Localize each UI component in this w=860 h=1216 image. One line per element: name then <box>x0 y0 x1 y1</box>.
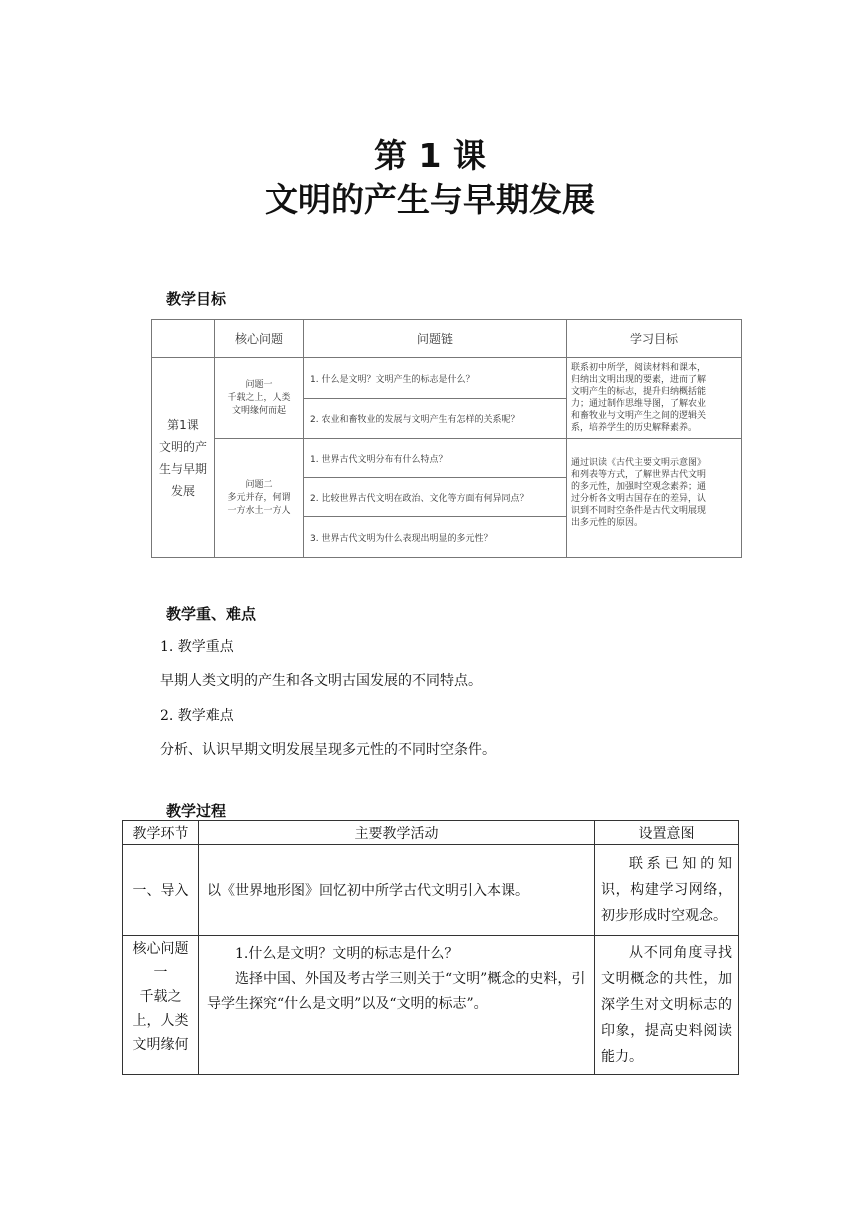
header-stage: 教学环节 <box>123 821 199 845</box>
intent-core-question-1: 从不同角度寻找文明概念的共性，加深学生对文明标志的印象，提高史料阅读能力。 <box>595 936 739 1075</box>
header-activity: 主要教学活动 <box>199 821 595 845</box>
core-question-2: 问题二 多元并存，何谓 一方水土一方人 <box>215 439 304 558</box>
key-points-heading: 教学重、难点 <box>166 605 257 623</box>
difficulty-text: 分析、认识早期文明发展呈现多元性的不同时空条件。 <box>160 742 496 758</box>
activity-question: 1.什么是文明？文明的标志是什么？ <box>235 946 459 962</box>
activity-core-question-1 <box>199 936 595 1075</box>
goal-q2: 通过识读《古代主要文明示意图》 和列表等方式，了解世界古代文明 的多元性，加强时空观念素养；通 过分析各文明古国存在的差异，认 识到不同时空条件是古代文明展现 出多元性的原因。 <box>567 439 742 558</box>
objectives-table <box>151 319 742 558</box>
header-learning-goal: 学习目标 <box>567 320 742 358</box>
goal-q1: 联系初中所学，阅读材料和课本， 归纳出文明出现的要素，进而了解 文明产生的标志，提升归纳概括能 力；通过制作思维导图，了解农业 和畜牧业与文明产生之间的逻辑关 系，培养学生的历史解释素养。 <box>567 358 742 439</box>
chain-q1-1: 1. 什么是文明？文明产生的标志是什么？ <box>304 358 567 399</box>
process-table <box>122 820 739 1075</box>
stage-core-question-1: 核心问题 一 千载之 上，人类 文明缘何 <box>123 936 199 1075</box>
chain-q1-2: 2. 农业和畜牧业的发展与文明产生有怎样的关系呢？ <box>304 399 567 439</box>
header-question-chain: 问题链 <box>304 320 567 358</box>
chain-q2-3: 3. 世界古代文明为什么表现出明显的多元性？ <box>304 517 567 558</box>
lesson-title: 文明的产生与早期发展 <box>265 180 595 219</box>
stage-intro: 一、导入 <box>123 845 199 936</box>
focus-label: 1. 教学重点 <box>160 639 234 655</box>
activity-intro: 以《世界地形图》回忆初中所学古代文明引入本课。 <box>199 845 595 936</box>
header-core-question: 核心问题 <box>215 320 304 358</box>
lesson-label-cell: 第1课 文明的产 生与早期 发展 <box>152 358 215 558</box>
chain-q2-1: 1. 世界古代文明分布有什么特点？ <box>304 439 567 478</box>
intent-intro: 联系已知的知识，构建学习网络，初步形成时空观念。 <box>595 845 739 936</box>
difficulty-label: 2. 教学难点 <box>160 708 234 724</box>
chain-q2-2: 2. 比较世界古代文明在政治、文化等方面有何异同点？ <box>304 478 567 517</box>
lesson-number: 第 1 课 <box>374 136 486 175</box>
process-heading: 教学过程 <box>166 802 227 820</box>
header-intent: 设置意图 <box>595 821 739 845</box>
focus-text: 早期人类文明的产生和各文明古国发展的不同特点。 <box>160 673 482 689</box>
objectives-heading: 教学目标 <box>166 290 227 308</box>
core-question-1: 问题一 千载之上，人类 文明缘何而起 <box>215 358 304 439</box>
activity-detail: 选择中国、外国及考古学三则关于“文明”概念的史料，引导学生探究“什么是文明”以及“文明的标志”。 <box>207 971 586 1012</box>
